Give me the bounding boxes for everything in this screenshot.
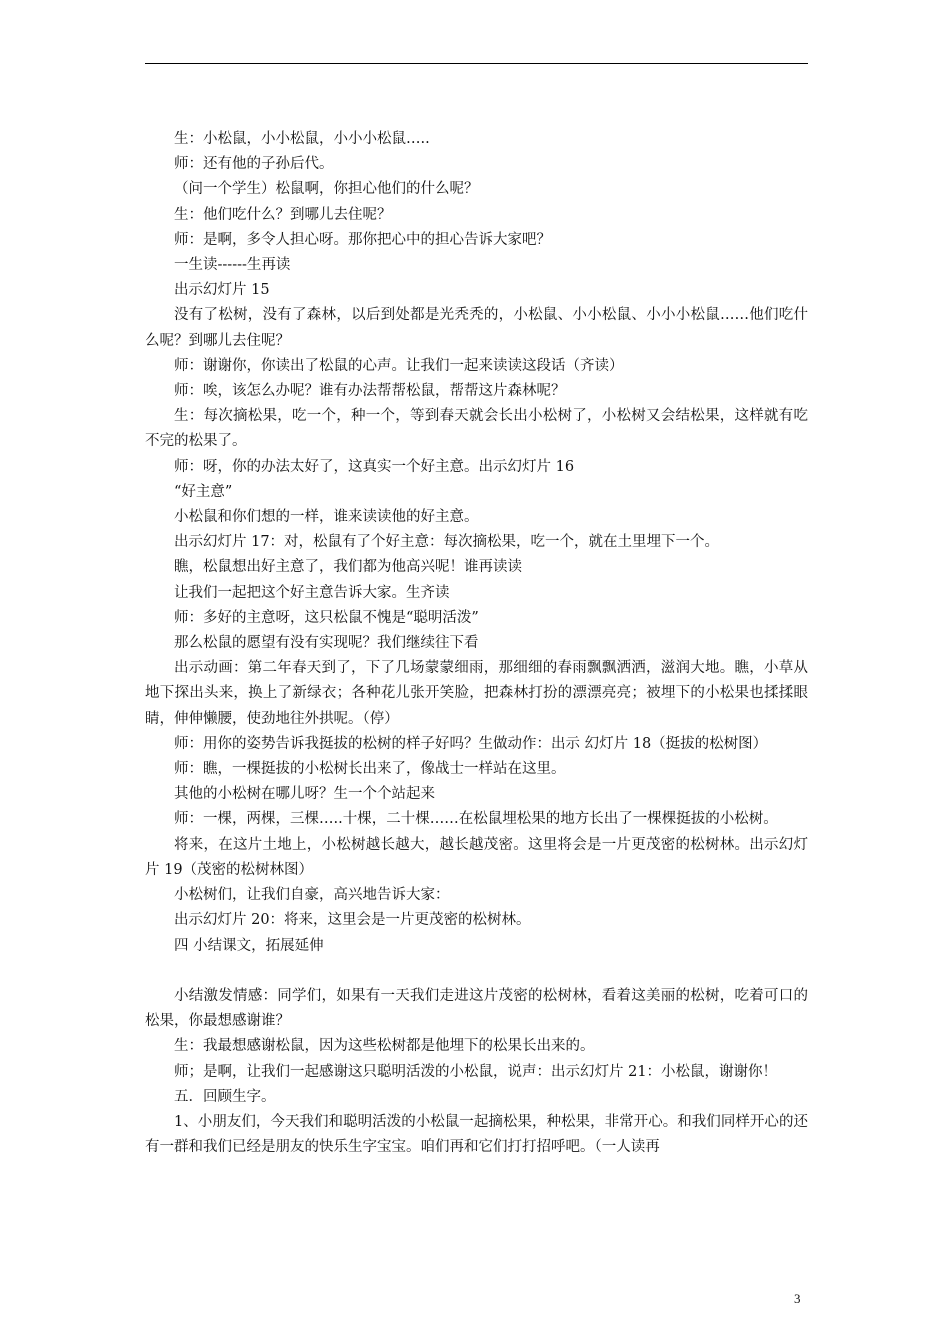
paragraph: 1、小朋友们，今天我们和聪明活泼的小松鼠一起摘松果，种松果，非常开心。和我们同样开心的还有一群和我们已经是朋友的快乐生字宝宝。咱们再和它们打打招呼吧。（一人读再 (145, 1113, 808, 1156)
paragraph: 其他的小松树在哪儿呀？生一个个站起来 (174, 786, 435, 803)
section-heading: 四 小结课文，拓展延伸 (174, 937, 324, 954)
paragraph: 出示幻灯片 17：对，松鼠有了个好主意：每次摘松果，吃一个，就在土里埋下一个。 (174, 534, 720, 551)
paragraph: 那么松鼠的愿望有没有实现呢？我们继续往下看 (174, 635, 479, 652)
paragraph: 出示动画：第二年春天到了，下了几场蒙蒙细雨，那细细的春雨飘飘洒洒，滋润大地。瞧，小草从地下探出头来，换上了新绿衣；各种花儿张开笑脸，把森林打扮的漂漂亮亮；被埋下的小松果也揉揉眼睛，伸伸懒腰，使劲地往外拱呢。（停） (145, 660, 808, 727)
paragraph: 没有了松树，没有了森林，以后到处都是光秃秃的，小松鼠、小小松鼠、小小小松鼠……他们吃什么呢？到哪儿去住呢？ (145, 307, 808, 349)
paragraph: 师：还有他的子孙后代。 (174, 156, 334, 173)
blank-line (145, 959, 808, 984)
paragraph: 师：用你的姿势告诉我挺拔的松树的样子好吗？生做动作：出示 幻灯片 18（挺拔的松树图） (174, 735, 768, 752)
paragraph: （问一个学生）松鼠啊，你担心他们的什么呢？ (174, 181, 479, 198)
paragraph: 将来，在这片土地上，小松树越长越大，越长越茂密。这里将会是一片更茂密的松树林。出示幻灯片 19（茂密的松树林图） (145, 836, 808, 878)
document-body (145, 127, 808, 1160)
paragraph: 师：呀，你的办法太好了，这真实一个好主意。出示幻灯片 16 (174, 458, 575, 475)
paragraph: 让我们一起把这个好主意告诉大家。生齐读 (174, 584, 450, 601)
paragraph: 师：多好的主意呀，这只松鼠不愧是“聪明活泼” (174, 609, 479, 626)
paragraph: 一生读------生再读 (174, 257, 291, 274)
page-number: 3 (794, 1291, 801, 1306)
paragraph: 生：每次摘松果，吃一个，种一个，等到春天就会长出小松树了，小松树又会结松果，这样就有吃不完的松果了。 (145, 408, 808, 450)
paragraph: 师：是啊，多令人担心呀。那你把心中的担心告诉大家吧？ (174, 231, 551, 248)
paragraph: 生：小松鼠，小小松鼠，小小小松鼠….. (174, 131, 430, 147)
paragraph: 师；是啊，让我们一起感谢这只聪明活泼的小松鼠，说声：出示幻灯片 21：小松鼠，谢谢你！ (174, 1063, 778, 1080)
paragraph: 师：一棵，两棵，三棵…..十棵，二十棵……在松鼠埋松果的地方长出了一棵棵挺拔的小松树。 (174, 811, 778, 828)
paragraph: 出示幻灯片 15 (174, 282, 270, 299)
paragraph: 小松鼠和你们想的一样，谁来读读他的好主意。 (174, 509, 479, 526)
section-heading: 五．回顾生字。 (174, 1088, 276, 1105)
paragraph: “好主意” (174, 483, 233, 500)
paragraph: 师：唉，该怎么办呢？谁有办法帮帮松鼠，帮帮这片森林呢？ (174, 383, 566, 400)
header-rule (145, 63, 808, 64)
paragraph: 师：瞧，一棵挺拔的小松树长出来了，像战士一样站在这里。 (174, 761, 566, 778)
paragraph: 出示幻灯片 20：将来，这里会是一片更茂密的松树林。 (174, 912, 531, 929)
paragraph: 瞧，松鼠想出好主意了，我们都为他高兴呢！谁再读读 (174, 559, 522, 576)
paragraph: 生：他们吃什么？到哪儿去住呢？ (174, 206, 392, 223)
paragraph: 小松树们，让我们自豪，高兴地告诉大家： (174, 887, 450, 904)
paragraph: 生：我最想感谢松鼠，因为这些松树都是他埋下的松果长出来的。 (174, 1038, 595, 1055)
paragraph: 小结激发情感：同学们，如果有一天我们走进这片茂密的松树林，看着这美丽的松树，吃着可口的松果，你最想感谢谁？ (145, 987, 808, 1030)
paragraph: 师：谢谢你，你读出了松鼠的心声。让我们一起来读读这段话（齐读） (174, 357, 624, 374)
